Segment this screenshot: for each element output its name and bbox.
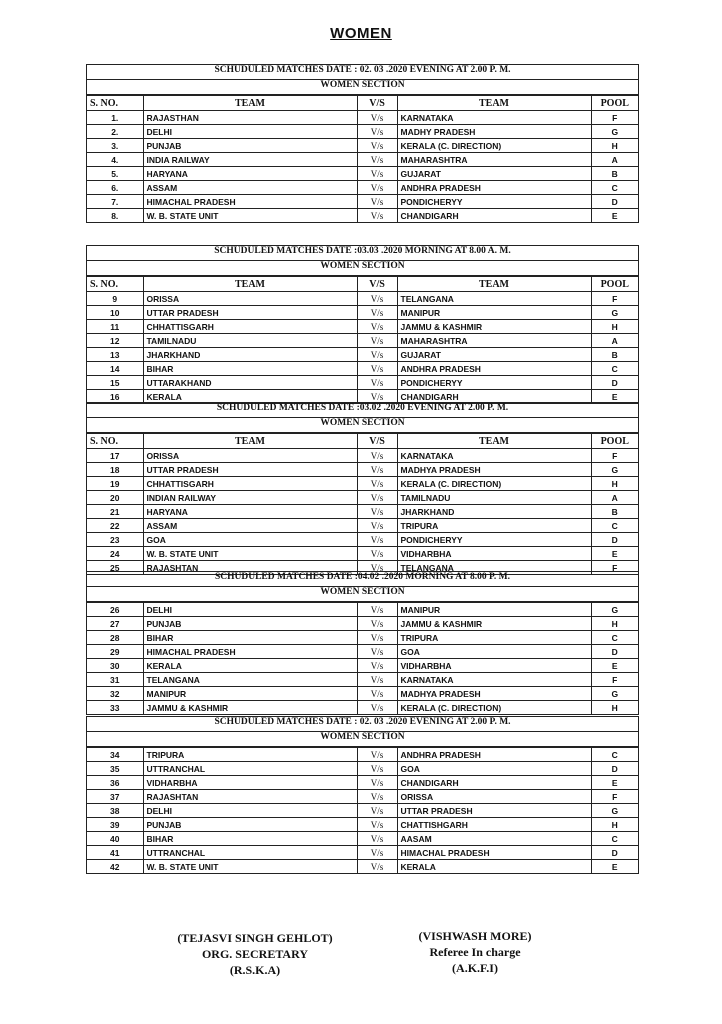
column-header-row: [87, 277, 638, 292]
cell-team1: KERALA: [143, 659, 357, 673]
cell-pool: C: [591, 832, 638, 846]
cell-sno: 27: [87, 617, 143, 631]
cell-vs: V/s: [357, 195, 397, 209]
cell-pool: D: [591, 195, 638, 209]
table-row: [87, 292, 638, 306]
cell-pool: C: [591, 362, 638, 376]
cell-vs: V/s: [357, 701, 397, 715]
cell-pool: A: [591, 491, 638, 505]
cell-pool: A: [591, 334, 638, 348]
cell-pool: F: [591, 790, 638, 804]
cell-vs: V/s: [357, 832, 397, 846]
cell-team2: MAHARASHTRA: [397, 334, 591, 348]
cell-team1: HIMACHAL PRADESH: [143, 645, 357, 659]
cell-sno: 4.: [87, 153, 143, 167]
table-row: [87, 617, 638, 631]
cell-pool: H: [591, 818, 638, 832]
cell-vs: V/s: [357, 533, 397, 547]
cell-vs: V/s: [357, 111, 397, 125]
cell-pool: B: [591, 348, 638, 362]
section-title: WOMEN SECTION: [87, 418, 638, 433]
cell-vs: V/s: [357, 818, 397, 832]
table-row: [87, 701, 638, 715]
cell-team1: TELANGANA: [143, 673, 357, 687]
cell-team1: UTTAR PRADESH: [143, 463, 357, 477]
cell-vs: V/s: [357, 547, 397, 561]
cell-vs: V/s: [357, 463, 397, 477]
cell-pool: G: [591, 125, 638, 139]
column-header-vs: V/S: [357, 96, 397, 111]
schedule-date: SCHUDULED MATCHES DATE :04.02 .2020 MORNING AT 8.00 P. M.: [87, 572, 638, 587]
cell-team1: TAMILNADU: [143, 334, 357, 348]
cell-sno: 17: [87, 449, 143, 463]
cell-vs: V/s: [357, 139, 397, 153]
cell-pool: G: [591, 306, 638, 320]
table-row: [87, 390, 638, 404]
cell-sno: 1.: [87, 111, 143, 125]
cell-vs: V/s: [357, 292, 397, 306]
cell-vs: V/s: [357, 687, 397, 701]
table-row: [87, 463, 638, 477]
cell-team1: BIHAR: [143, 362, 357, 376]
cell-vs: V/s: [357, 762, 397, 776]
cell-team2: KARNATAKA: [397, 111, 591, 125]
cell-sno: 8.: [87, 209, 143, 223]
table-row: [87, 334, 638, 348]
cell-team2: KARNATAKA: [397, 673, 591, 687]
column-header-vs: V/S: [357, 434, 397, 449]
cell-team2: CHANDIGARH: [397, 776, 591, 790]
cell-team2: GOA: [397, 762, 591, 776]
table-row: [87, 167, 638, 181]
cell-team1: DELHI: [143, 125, 357, 139]
table-row: [87, 348, 638, 362]
cell-team2: KERALA: [397, 860, 591, 874]
cell-team2: TRIPURA: [397, 631, 591, 645]
table-row: [87, 645, 638, 659]
cell-team2: PONDICHERYY: [397, 376, 591, 390]
column-header-sno: S. NO.: [87, 434, 143, 449]
section-title: WOMEN SECTION: [87, 732, 638, 747]
cell-pool: F: [591, 561, 638, 575]
cell-team1: GOA: [143, 533, 357, 547]
cell-sno: 15: [87, 376, 143, 390]
cell-sno: 42: [87, 860, 143, 874]
cell-team1: MANIPUR: [143, 687, 357, 701]
cell-pool: G: [591, 687, 638, 701]
cell-team2: KARNATAKA: [397, 449, 591, 463]
cell-pool: E: [591, 659, 638, 673]
cell-sno: 29: [87, 645, 143, 659]
cell-vs: V/s: [357, 846, 397, 860]
cell-team2: TAMILNADU: [397, 491, 591, 505]
cell-team2: AASAM: [397, 832, 591, 846]
cell-sno: 22: [87, 519, 143, 533]
cell-team1: VIDHARBHA: [143, 776, 357, 790]
cell-vs: V/s: [357, 348, 397, 362]
cell-sno: 6.: [87, 181, 143, 195]
table-row: [87, 776, 638, 790]
cell-sno: 11: [87, 320, 143, 334]
signature-name: (TEJASVI SINGH GEHLOT): [177, 931, 333, 945]
cell-vs: V/s: [357, 491, 397, 505]
cell-sno: 21: [87, 505, 143, 519]
column-header-team: TEAM: [143, 96, 357, 111]
table-row: [87, 306, 638, 320]
cell-team1: ORISSA: [143, 292, 357, 306]
cell-vs: V/s: [357, 673, 397, 687]
table-row: [87, 519, 638, 533]
cell-pool: C: [591, 519, 638, 533]
section-title: WOMEN SECTION: [87, 587, 638, 602]
cell-pool: D: [591, 376, 638, 390]
table-row: [87, 832, 638, 846]
cell-team2: MADHYA PRADESH: [397, 463, 591, 477]
column-header-vs: V/S: [357, 277, 397, 292]
table-row: [87, 477, 638, 491]
cell-sno: 18: [87, 463, 143, 477]
cell-team1: ASSAM: [143, 519, 357, 533]
cell-sno: 5.: [87, 167, 143, 181]
table-row: [87, 687, 638, 701]
cell-team2: TELANGANA: [397, 561, 591, 575]
column-header-pool: POOL: [591, 96, 638, 111]
cell-pool: D: [591, 645, 638, 659]
matches-table: [87, 276, 638, 403]
cell-sno: 39: [87, 818, 143, 832]
cell-team1: BIHAR: [143, 631, 357, 645]
cell-team2: VIDHARBHA: [397, 547, 591, 561]
cell-vs: V/s: [357, 209, 397, 223]
cell-vs: V/s: [357, 804, 397, 818]
cell-team2: MAHARASHTRA: [397, 153, 591, 167]
table-row: [87, 748, 638, 762]
table-row: [87, 449, 638, 463]
cell-vs: V/s: [357, 125, 397, 139]
cell-vs: V/s: [357, 505, 397, 519]
cell-pool: C: [591, 181, 638, 195]
cell-vs: V/s: [357, 561, 397, 575]
table-row: [87, 533, 638, 547]
signature-role: Referee In charge: [429, 945, 521, 959]
cell-pool: G: [591, 603, 638, 617]
cell-sno: 24: [87, 547, 143, 561]
cell-sno: 26: [87, 603, 143, 617]
cell-pool: H: [591, 617, 638, 631]
column-header-sno: S. NO.: [87, 96, 143, 111]
cell-team2: ANDHRA PRADESH: [397, 181, 591, 195]
cell-sno: 31: [87, 673, 143, 687]
cell-pool: E: [591, 860, 638, 874]
matches-table: [87, 602, 638, 714]
schedule-date: SCHUDULED MATCHES DATE :03.02 .2020 EVENING AT 2.00 P. M.: [87, 403, 638, 418]
cell-pool: B: [591, 167, 638, 181]
cell-sno: 33: [87, 701, 143, 715]
cell-team1: CHHATTISGARH: [143, 477, 357, 491]
cell-team1: RAJASHTAN: [143, 561, 357, 575]
cell-team1: PUNJAB: [143, 617, 357, 631]
table-row: [87, 376, 638, 390]
cell-team2: PONDICHERYY: [397, 195, 591, 209]
cell-team1: JHARKHAND: [143, 348, 357, 362]
matches-table: [87, 747, 638, 873]
cell-sno: 25: [87, 561, 143, 575]
cell-team2: CHANDIGARH: [397, 209, 591, 223]
column-header-pool: POOL: [591, 434, 638, 449]
cell-vs: V/s: [357, 306, 397, 320]
cell-sno: 40: [87, 832, 143, 846]
table-row: [87, 860, 638, 874]
cell-team1: UTTRANCHAL: [143, 762, 357, 776]
table-row: [87, 139, 638, 153]
table-row: [87, 195, 638, 209]
column-header-pool: POOL: [591, 277, 638, 292]
cell-team1: INDIA RAILWAY: [143, 153, 357, 167]
cell-team2: PONDICHERYY: [397, 533, 591, 547]
cell-team2: KERALA (C. DIRECTION): [397, 701, 591, 715]
cell-team2: JAMMU & KASHMIR: [397, 320, 591, 334]
cell-team1: JAMMU & KASHMIR: [143, 701, 357, 715]
matches-table: [87, 95, 638, 222]
table-row: [87, 762, 638, 776]
cell-sno: 37: [87, 790, 143, 804]
cell-vs: V/s: [357, 519, 397, 533]
cell-sno: 28: [87, 631, 143, 645]
cell-pool: E: [591, 776, 638, 790]
cell-vs: V/s: [357, 376, 397, 390]
cell-sno: 3.: [87, 139, 143, 153]
table-row: [87, 320, 638, 334]
table-row: [87, 181, 638, 195]
cell-vs: V/s: [357, 617, 397, 631]
table-row: [87, 846, 638, 860]
cell-team1: W. B. STATE UNIT: [143, 860, 357, 874]
table-row: [87, 804, 638, 818]
column-header-team2: TEAM: [397, 96, 591, 111]
cell-vs: V/s: [357, 748, 397, 762]
signature-org-secretary: [160, 930, 350, 978]
cell-team1: DELHI: [143, 804, 357, 818]
table-row: [87, 111, 638, 125]
column-header-team: TEAM: [143, 434, 357, 449]
cell-team2: MADHY PRADESH: [397, 125, 591, 139]
column-header-sno: S. NO.: [87, 277, 143, 292]
cell-team2: VIDHARBHA: [397, 659, 591, 673]
cell-team1: DELHI: [143, 603, 357, 617]
cell-team2: CHATTISHGARH: [397, 818, 591, 832]
cell-pool: F: [591, 111, 638, 125]
section-title: WOMEN SECTION: [87, 80, 638, 95]
cell-pool: D: [591, 762, 638, 776]
schedule-block: [86, 245, 639, 404]
cell-sno: 35: [87, 762, 143, 776]
cell-vs: V/s: [357, 477, 397, 491]
cell-team1: HIMACHAL PRADESH: [143, 195, 357, 209]
cell-team2: HIMACHAL PRADESH: [397, 846, 591, 860]
cell-sno: 12: [87, 334, 143, 348]
cell-pool: A: [591, 153, 638, 167]
schedule-date: SCHUDULED MATCHES DATE : 02. 03 .2020 EVENING AT 2.00 P. M.: [87, 717, 638, 732]
schedule-block: [86, 571, 639, 715]
cell-sno: 41: [87, 846, 143, 860]
cell-team1: INDIAN RAILWAY: [143, 491, 357, 505]
table-row: [87, 547, 638, 561]
cell-vs: V/s: [357, 790, 397, 804]
cell-team2: CHANDIGARH: [397, 390, 591, 404]
cell-team2: ANDHRA PRADESH: [397, 748, 591, 762]
cell-vs: V/s: [357, 631, 397, 645]
cell-vs: V/s: [357, 659, 397, 673]
cell-team2: GUJARAT: [397, 167, 591, 181]
cell-pool: H: [591, 139, 638, 153]
cell-team1: HARYANA: [143, 505, 357, 519]
cell-pool: E: [591, 209, 638, 223]
cell-team1: KERALA: [143, 390, 357, 404]
table-row: [87, 505, 638, 519]
column-header-team2: TEAM: [397, 277, 591, 292]
cell-vs: V/s: [357, 776, 397, 790]
signature-name: (VISHWASH MORE): [418, 929, 532, 943]
cell-sno: 7.: [87, 195, 143, 209]
table-row: [87, 673, 638, 687]
cell-pool: E: [591, 547, 638, 561]
table-row: [87, 209, 638, 223]
cell-team2: GUJARAT: [397, 348, 591, 362]
cell-sno: 38: [87, 804, 143, 818]
cell-team1: BIHAR: [143, 832, 357, 846]
table-row: [87, 818, 638, 832]
cell-sno: 20: [87, 491, 143, 505]
cell-sno: 36: [87, 776, 143, 790]
cell-team2: MANIPUR: [397, 603, 591, 617]
cell-team2: MANIPUR: [397, 306, 591, 320]
cell-team1: W. B. STATE UNIT: [143, 209, 357, 223]
cell-pool: G: [591, 804, 638, 818]
schedule-date: SCHUDULED MATCHES DATE : 02. 03 .2020 EVENING AT 2.00 P. M.: [87, 65, 638, 80]
cell-team2: JHARKHAND: [397, 505, 591, 519]
signature-role: ORG. SECRETARY: [201, 947, 309, 961]
cell-sno: 16: [87, 390, 143, 404]
cell-vs: V/s: [357, 860, 397, 874]
cell-vs: V/s: [357, 449, 397, 463]
cell-team1: RAJASHTAN: [143, 790, 357, 804]
cell-sno: 9: [87, 292, 143, 306]
cell-team1: PUNJAB: [143, 139, 357, 153]
cell-pool: H: [591, 701, 638, 715]
cell-team1: RAJASTHAN: [143, 111, 357, 125]
cell-team2: KERALA (C. DIRECTION): [397, 477, 591, 491]
cell-pool: F: [591, 292, 638, 306]
cell-team2: ANDHRA PRADESH: [397, 362, 591, 376]
cell-team1: UTTARAKHAND: [143, 376, 357, 390]
cell-pool: F: [591, 449, 638, 463]
cell-team1: PUNJAB: [143, 818, 357, 832]
cell-team1: UTTAR PRADESH: [143, 306, 357, 320]
cell-pool: H: [591, 320, 638, 334]
signature-referee: [390, 928, 560, 976]
cell-vs: V/s: [357, 153, 397, 167]
table-row: [87, 491, 638, 505]
schedule-date: SCHUDULED MATCHES DATE :03.03 .2020 MORNING AT 8.00 A. M.: [87, 246, 638, 261]
cell-team1: CHHATTISGARH: [143, 320, 357, 334]
cell-team2: MADHYA PRADESH: [397, 687, 591, 701]
cell-team2: UTTAR PRADESH: [397, 804, 591, 818]
table-row: [87, 631, 638, 645]
column-header-row: [87, 434, 638, 449]
cell-team2: ORISSA: [397, 790, 591, 804]
cell-sno: 10: [87, 306, 143, 320]
schedule-block: [86, 402, 639, 575]
cell-team2: TRIPURA: [397, 519, 591, 533]
table-row: [87, 362, 638, 376]
cell-pool: F: [591, 673, 638, 687]
table-row: [87, 153, 638, 167]
table-row: [87, 125, 638, 139]
cell-sno: 13: [87, 348, 143, 362]
section-title: WOMEN SECTION: [87, 261, 638, 276]
cell-vs: V/s: [357, 645, 397, 659]
cell-pool: C: [591, 748, 638, 762]
cell-pool: D: [591, 533, 638, 547]
cell-sno: 2.: [87, 125, 143, 139]
cell-sno: 14: [87, 362, 143, 376]
cell-team2: JAMMU & KASHMIR: [397, 617, 591, 631]
cell-vs: V/s: [357, 334, 397, 348]
table-row: [87, 659, 638, 673]
cell-pool: C: [591, 631, 638, 645]
cell-vs: V/s: [357, 181, 397, 195]
cell-team1: UTTRANCHAL: [143, 846, 357, 860]
cell-team2: KERALA (C. DIRECTION): [397, 139, 591, 153]
cell-team1: TRIPURA: [143, 748, 357, 762]
cell-sno: 32: [87, 687, 143, 701]
cell-team1: ASSAM: [143, 181, 357, 195]
cell-sno: 23: [87, 533, 143, 547]
cell-team1: W. B. STATE UNIT: [143, 547, 357, 561]
page-title: WOMEN: [330, 25, 392, 42]
schedule-block: [86, 716, 639, 874]
cell-pool: G: [591, 463, 638, 477]
table-row: [87, 790, 638, 804]
cell-team2: TELANGANA: [397, 292, 591, 306]
cell-sno: 19: [87, 477, 143, 491]
cell-vs: V/s: [357, 320, 397, 334]
cell-pool: B: [591, 505, 638, 519]
cell-vs: V/s: [357, 362, 397, 376]
signature-org: (R.S.K.A): [229, 963, 281, 977]
cell-team1: HARYANA: [143, 167, 357, 181]
cell-vs: V/s: [357, 167, 397, 181]
cell-pool: H: [591, 477, 638, 491]
cell-team1: ORISSA: [143, 449, 357, 463]
cell-pool: D: [591, 846, 638, 860]
signature-org: (A.K.F.I): [452, 961, 498, 975]
column-header-row: [87, 96, 638, 111]
cell-team2: GOA: [397, 645, 591, 659]
column-header-team2: TEAM: [397, 434, 591, 449]
cell-vs: V/s: [357, 390, 397, 404]
cell-sno: 34: [87, 748, 143, 762]
cell-vs: V/s: [357, 603, 397, 617]
column-header-team: TEAM: [143, 277, 357, 292]
table-row: [87, 603, 638, 617]
cell-pool: E: [591, 390, 638, 404]
matches-table: [87, 433, 638, 574]
cell-sno: 30: [87, 659, 143, 673]
schedule-block: [86, 64, 639, 223]
